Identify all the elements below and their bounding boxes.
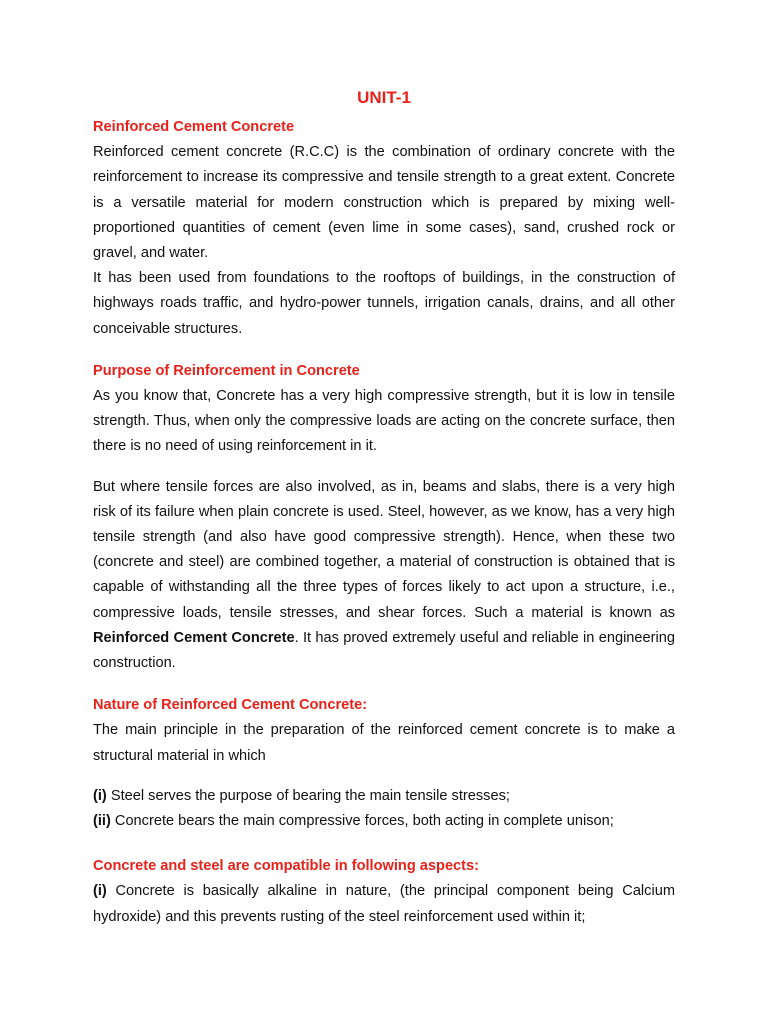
section-heading-compatible: Concrete and steel are compatible in following aspects: [93,858,480,875]
section-heading-rcc: Reinforced Cement Concrete [93,119,295,135]
paragraph-rcc-definition: Reinforced cement concrete (R.C.C) is the combination of ordinary concrete with the reinforcement to increase its compressive and tensile strength to a great extent. Concrete is a versatile material for modern construction which is prepared by mixing well-proportioned quantities of cement (even lime in some cases), sand, crushed rock or gravel, and water. [93,144,675,262]
paragraph-purpose-compressive: As you know that, Concrete has a very high compressive strength, but it is low in tensile strength. Thus, when only the compressive loads are acting on the concrete surface, then there is no need of using reinforcement in it. [93,388,675,455]
list-marker: (i) [93,883,107,900]
page-title: UNIT-1 [357,88,411,107]
bold-term: Reinforced Cement Concrete [93,629,295,646]
list-item [93,879,675,929]
list-item [93,784,675,809]
list-text: Concrete is basically alkaline in nature, (the principal component being Calcium hydroxide) and this prevents rusting of the steel reinforcement used within it; [93,883,675,925]
text-span: . It has proved extremely useful and reliable in engineering construction. [93,629,675,672]
list-text: Concrete bears the main compressive forces, both acting in complete unison; [110,813,614,830]
list-marker: (ii) [93,813,111,830]
list-text: Steel serves the purpose of bearing the main tensile stresses; [106,787,510,804]
paragraph-nature-principle: The main principle in the preparation of the reinforced cement concrete is to make a structural material in which [93,722,675,764]
document-body [93,115,675,930]
paragraph-rcc-uses: It has been used from foundations to the rooftops of buildings, in the construction of highways roads traffic, and hydro-power tunnels, irrigation canals, drains, and all other conceivable structures. [93,270,675,337]
list-item [93,809,675,834]
text-span: But where tensile forces are also involved, as in, beams and slabs, there is a very high risk of its failure when plain concrete is used. Steel, however, as we know, has a very high tensile strength (and also have good compressive strength). Hence, when these two (concrete and steel) are combined together, a material of construction is obtained that is capable of withstanding all the three types of forces likely to act upon a structure, i.e., compressive loads, tensile stresses, and shear forces. Such a material is known as [93,478,675,621]
list-marker: (i) [93,787,107,804]
paragraph-purpose-tensile [93,475,675,677]
section-heading-purpose: Purpose of Reinforcement in Concrete [93,362,360,379]
section-heading-nature: Nature of Reinforced Cement Concrete: [93,697,368,714]
